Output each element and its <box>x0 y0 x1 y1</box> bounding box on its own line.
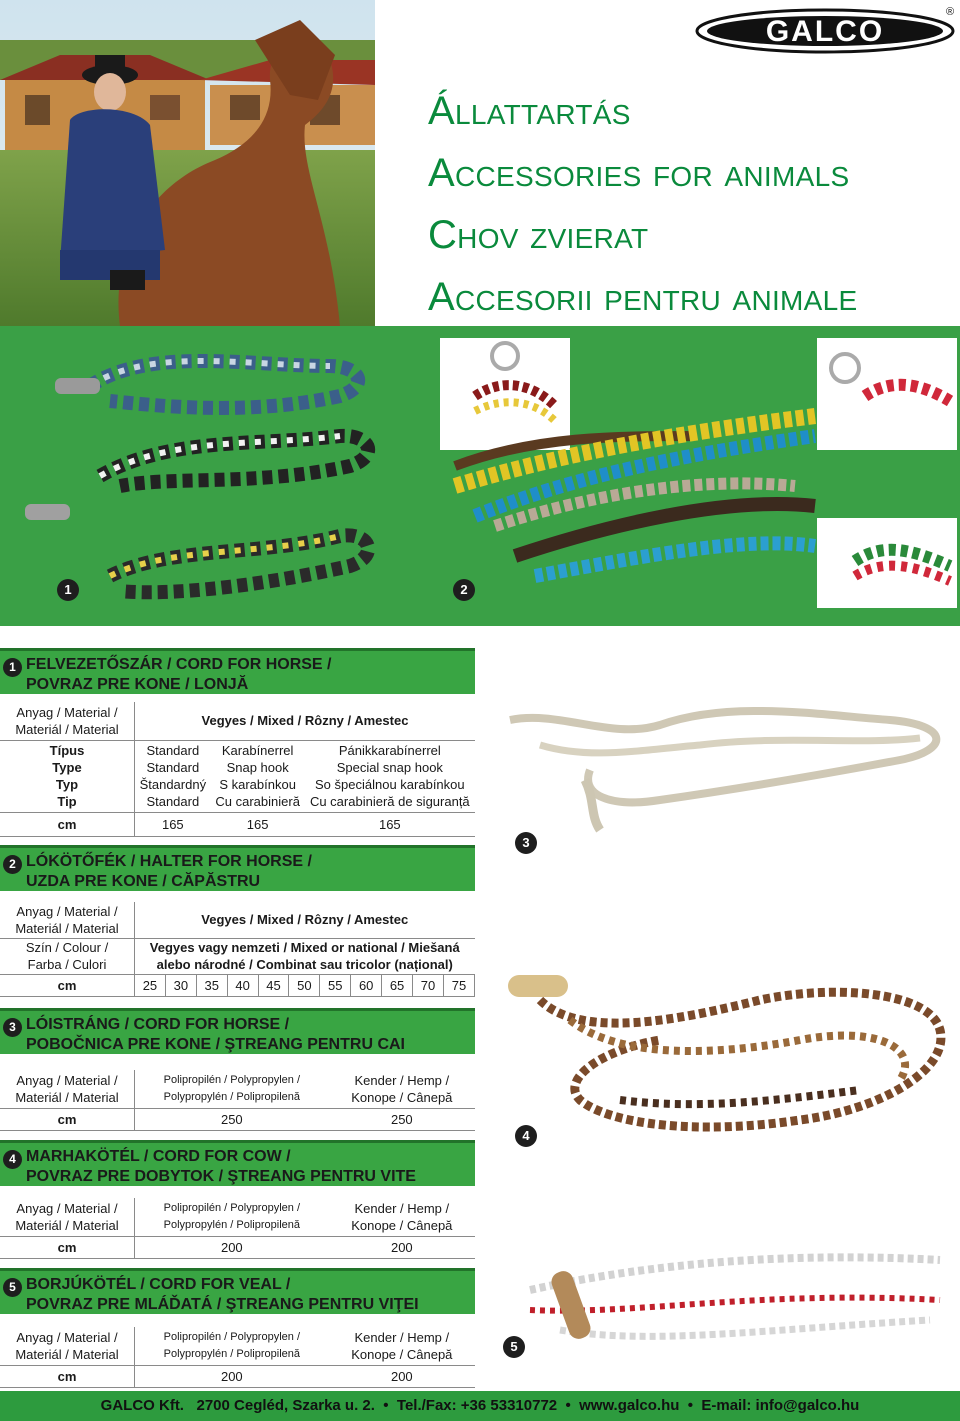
s1-type-snap-hook: Karabínerrel Snap hook S karabínkou Cu carabinieră <box>211 740 305 812</box>
s4-material-label: Anyag / Material / Materiál / Material <box>0 1198 135 1236</box>
registered-mark: ® <box>946 6 955 18</box>
footer-email-link[interactable]: E-mail: info@galco.hu <box>701 1397 860 1414</box>
product-photo-5 <box>500 1230 960 1390</box>
s1-cm-value-1: 165 <box>135 812 211 836</box>
hemp-rope-illustration <box>500 690 960 860</box>
logo-text: GALCO <box>765 15 885 48</box>
s2-size: 75 <box>443 974 474 996</box>
section-2-title-line2: UZDA PRE KONE / CĂPĂSTRU <box>26 873 261 890</box>
section-1-header <box>0 648 475 694</box>
section-3-title-line1: LÓISTRÁNG / CORD FOR HORSE / <box>26 1016 290 1033</box>
s4-cm-value-1: 200 <box>135 1236 329 1258</box>
s2-size: 35 <box>196 974 227 996</box>
section-4-title-line1: MARHAKÖTÉL / CORD FOR COW / <box>26 1148 291 1165</box>
s5-material-hemp: Kender / Hemp / Konope / Cânepă <box>329 1327 475 1365</box>
section-2-table <box>0 902 475 997</box>
s2-colour-label: Szín / Colour / Farba / Culori <box>0 938 135 974</box>
s3-material-polypropylene: Polipropilén / Polypropylen / Polypropylén / Polipropilenă <box>135 1070 329 1108</box>
s3-material-label: Anyag / Material / Materiál / Material <box>0 1070 135 1108</box>
section-5-number: 5 <box>3 1278 22 1297</box>
footer-separator: • <box>383 1397 389 1414</box>
photo-badge-4: 4 <box>515 1125 537 1147</box>
s2-size: 25 <box>135 974 166 996</box>
s4-material-hemp: Kender / Hemp / Konope / Cânepă <box>329 1198 475 1236</box>
hero-photo-rider-horse <box>0 0 375 326</box>
section-3-title-line2: POBOČNICA PRE KONE / ŞTREANG PENTRU CAI <box>26 1036 405 1053</box>
footer-company: GALCO Kft. <box>100 1397 184 1414</box>
s2-size: 45 <box>258 974 289 996</box>
s3-cm-label: cm <box>0 1108 135 1130</box>
calf-cord-illustration <box>500 1230 960 1390</box>
s2-size: 60 <box>351 974 382 996</box>
s2-size: 65 <box>382 974 413 996</box>
section-5-header <box>0 1268 475 1314</box>
cow-cord-illustration <box>500 960 960 1170</box>
s5-material-label: Anyag / Material / Materiál / Material <box>0 1327 135 1365</box>
photo-badge-2: 2 <box>453 579 475 601</box>
s4-cm-label: cm <box>0 1236 135 1258</box>
s1-material-value: Vegyes / Mixed / Rôzny / Amestec <box>135 702 476 740</box>
footer-address: 2700 Cegléd, Szarka u. 2. <box>196 1397 375 1414</box>
s2-size: 30 <box>165 974 196 996</box>
s3-cm-value-1: 250 <box>135 1108 329 1130</box>
section-3-table <box>0 1070 475 1131</box>
s2-size: 50 <box>289 974 320 996</box>
section-3-number: 3 <box>3 1018 22 1037</box>
photo-badge-3: 3 <box>515 832 537 854</box>
photo-badge-5: 5 <box>503 1336 525 1358</box>
section-1-title-line1: FELVEZETŐSZÁR / CORD FOR HORSE / <box>26 656 332 673</box>
section-4-title-line2: POVRAZ PRE DOBYTOK / ŞTREANG PENTRU VITE <box>26 1168 416 1185</box>
title-hungarian: Állattartás <box>428 89 631 133</box>
s5-material-polypropylene: Polipropilén / Polypropylen / Polypropylén / Polipropilenă <box>135 1327 329 1365</box>
product-photo-4 <box>500 960 960 1170</box>
product-photo-1 <box>0 326 495 626</box>
s2-size: 40 <box>227 974 258 996</box>
s1-cm-value-3: 165 <box>305 812 475 836</box>
s2-size: 55 <box>320 974 351 996</box>
product-photo-3 <box>500 690 960 860</box>
footer-separator: • <box>565 1397 571 1414</box>
section-4-number: 4 <box>3 1150 22 1169</box>
section-2-title-line1: LÓKÖTŐFÉK / HALTER FOR HORSE / <box>26 853 312 870</box>
section-1-title-line2: POVRAZ PRE KONE / LONJĂ <box>26 676 249 693</box>
s1-type-label: Típus Type Typ Tip <box>0 740 135 812</box>
footer-contact-bar <box>0 1391 960 1421</box>
s5-cm-value-2: 200 <box>329 1365 475 1387</box>
title-slovak: Chov zvierat <box>428 213 649 257</box>
s1-cm-value-2: 165 <box>211 812 305 836</box>
s2-colour-value: Vegyes vagy nemzeti / Mixed or national / Miešaná alebo národné / Combinat sau tricolor (național) <box>135 938 475 974</box>
section-3-header <box>0 1008 475 1054</box>
section-5-table <box>0 1327 475 1388</box>
s5-cm-value-1: 200 <box>135 1365 329 1387</box>
section-2-number: 2 <box>3 855 22 874</box>
s3-material-hemp: Kender / Hemp / Konope / Cânepă <box>329 1070 475 1108</box>
s2-size: 70 <box>413 974 444 996</box>
section-5-title-line2: POVRAZ PRE MLÁĎATÁ / ŞTREANG PENTRU VIŢEI <box>26 1296 419 1313</box>
s1-type-standard: Standard Standard Štandardný Standard <box>135 740 211 812</box>
section-4-header <box>0 1140 475 1186</box>
footer-website-link[interactable]: www.galco.hu <box>579 1397 680 1414</box>
s5-cm-label: cm <box>0 1365 135 1387</box>
s2-material-value: Vegyes / Mixed / Rôzny / Amestec <box>135 902 475 938</box>
s4-cm-value-2: 200 <box>329 1236 475 1258</box>
galco-logo <box>694 4 956 54</box>
photo-badge-1: 1 <box>57 579 79 601</box>
section-1-table <box>0 702 475 837</box>
section-1-number: 1 <box>3 658 22 677</box>
s1-cm-label: cm <box>0 812 135 836</box>
title-english: Accessories for animals <box>428 151 850 195</box>
s1-type-special-snap-hook: Pánikkarabínerrel Special snap hook So špeciálnou karabínkou Cu carabinieră de siguranță <box>305 740 475 812</box>
s2-cm-label: cm <box>0 974 135 996</box>
title-romanian: Accesorii pentru animale <box>428 275 858 319</box>
halters-illustration <box>495 326 960 626</box>
s1-material-label: Anyag / Material / Materiál / Material <box>0 702 135 740</box>
s3-cm-value-2: 250 <box>329 1108 475 1130</box>
section-5-title-line1: BORJÚKÖTÉL / CORD FOR VEAL / <box>26 1276 291 1293</box>
section-4-table <box>0 1198 475 1259</box>
footer-phone: Tel./Fax: +36 53310772 <box>396 1397 558 1414</box>
s2-material-label: Anyag / Material / Materiál / Material <box>0 902 135 938</box>
page-titles <box>428 80 948 328</box>
product-photo-2 <box>460 326 960 626</box>
section-2-header <box>0 845 475 891</box>
footer-separator: • <box>687 1397 694 1414</box>
hero-photo-illustration <box>0 0 375 326</box>
s4-material-polypropylene: Polipropilén / Polypropylen / Polypropylén / Polipropilenă <box>135 1198 329 1236</box>
galco-logo-mark <box>694 4 956 54</box>
